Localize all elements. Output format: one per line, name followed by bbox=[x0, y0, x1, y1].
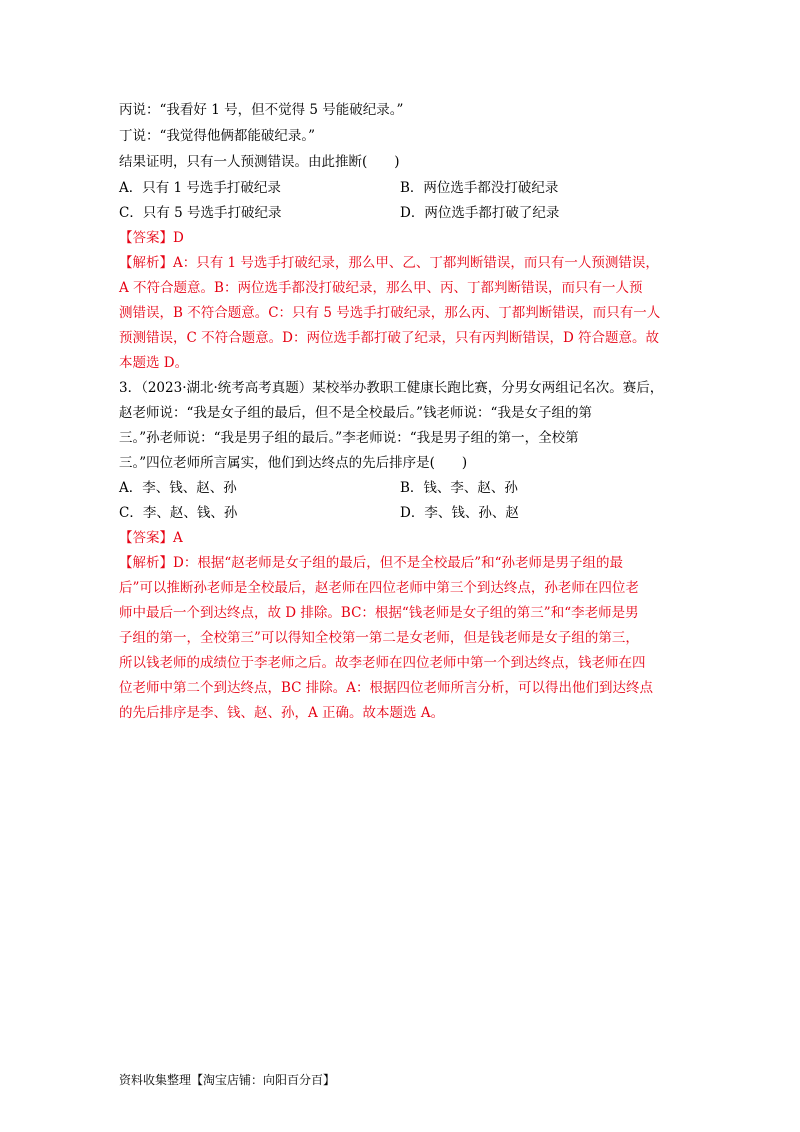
q3-analysis-line: 后”可以推断孙老师是全校最后，赵老师在四位老师中第三个到达终点，孙老师在四位老 bbox=[119, 580, 639, 596]
q2-analysis-line: 测错误，B 不符合题意。C：只有 5 号选手打破纪录，那么丙、丁都判断错误，而只有一人 bbox=[119, 305, 661, 321]
q3-analysis-line: 【解析】D：根据“赵老师是女子组的最后，但不是全校最后”和“孙老师是男子组的最 bbox=[119, 555, 624, 571]
q3-analysis-line: 所以钱老师的成绩位于李老师之后。故李老师在四位老师中第一个到达终点，钱老师在四 bbox=[119, 655, 646, 671]
q3-option-c: C．李、赵、钱、孙 bbox=[119, 505, 238, 521]
q2-statement-bing: 丙说：“我看好 1 号，但不觉得 5 号能破纪录。” bbox=[119, 102, 404, 118]
q3-analysis-line: 师中最后一个到达终点，故 D 排除。BC：根据“钱老师是女子组的第三”和“李老师是男 bbox=[119, 605, 639, 621]
q3-stem-line: 三。”四位老师所言属实，他们到达终点的先后排序是( ) bbox=[119, 455, 468, 471]
q3-stem-line: 三。”孙老师说：“我是男子组的最后。”李老师说：“我是男子组的第一，全校第 bbox=[119, 430, 579, 446]
q3-stem-line: 3．（2023·湖北·统考高考真题）某校举办教职工健康长跑比赛，分男女两组记名次。赛后， bbox=[119, 380, 664, 396]
q3-analysis-line: 子组的第一，全校第三”可以得知全校第一第二是女老师，但是钱老师是女子组的第三， bbox=[119, 630, 639, 646]
q2-option-a: A．只有 1 号选手打破纪录 bbox=[119, 180, 281, 196]
q3-analysis-line: 的先后排序是李、钱、赵、孙，A 正确。故本题选 A。 bbox=[119, 705, 445, 721]
q3-option-b: B．钱、李、赵、孙 bbox=[400, 480, 518, 496]
q2-analysis-line: A 不符合题意。B：两位选手都没打破纪录，那么甲、丙、丁都判断错误，而只有一人预 bbox=[119, 280, 643, 296]
q2-analysis-line: 【解析】A：只有 1 号选手打破纪录，那么甲、乙、丁都判断错误，而只有一人预测错误， bbox=[119, 255, 659, 271]
q3-stem-line: 赵老师说：“我是女子组的最后，但不是全校最后。”钱老师说：“我是女子组的第 bbox=[119, 405, 592, 421]
q2-option-c: C．只有 5 号选手打破纪录 bbox=[119, 205, 282, 221]
q2-conclusion: 结果证明，只有一人预测错误。由此推断( ) bbox=[119, 154, 400, 170]
q2-option-d: D．两位选手都打破了纪录 bbox=[400, 205, 560, 221]
page-footer: 资料收集整理【淘宝店铺：向阳百分百】 bbox=[119, 1073, 336, 1087]
q2-analysis-line: 本题选 D。 bbox=[119, 355, 189, 371]
q2-answer: 【答案】D bbox=[119, 230, 184, 246]
q3-option-d: D．李、钱、孙、赵 bbox=[400, 505, 519, 521]
q2-statement-ding: 丁说：“我觉得他俩都能破纪录。” bbox=[119, 128, 316, 144]
q2-analysis-line: 预测错误，C 不符合题意。D：两位选手都打破了纪录，只有丙判断错误，D 符合题意。故 bbox=[119, 330, 660, 346]
q3-answer: 【答案】A bbox=[119, 530, 183, 546]
q2-option-b: B．两位选手都没打破纪录 bbox=[400, 180, 559, 196]
q3-option-a: A．李、钱、赵、孙 bbox=[119, 480, 237, 496]
q3-analysis-line: 位老师中第二个到达终点，BC 排除。A：根据四位老师所言分析，可以得出他们到达终点 bbox=[119, 680, 654, 696]
